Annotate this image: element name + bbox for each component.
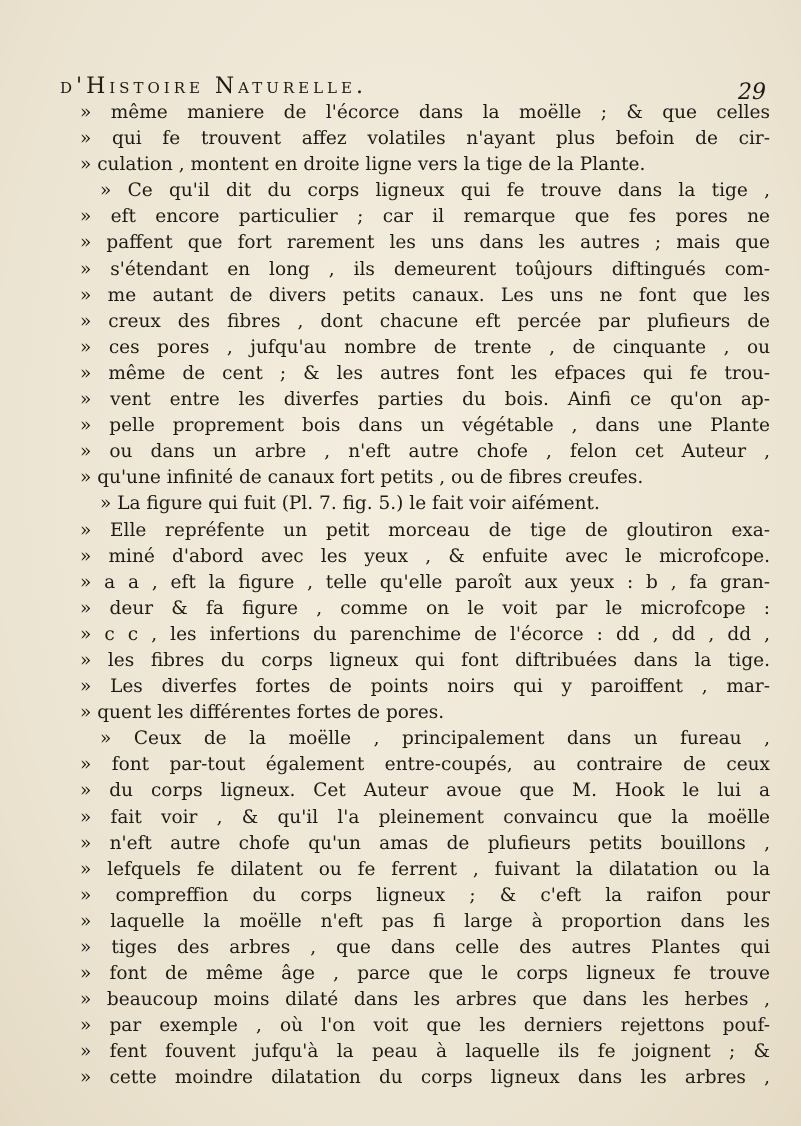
text-line: » qu'une infinité de canaux fort petits , ou de fibres creufes. — [80, 467, 644, 489]
text-line: » pelle proprement bois dans un végétable , dans une Plante — [80, 415, 770, 437]
text-line: » a a , eft la figure , telle qu'elle paroît aux yeux : b , fa gran- — [80, 571, 770, 593]
text-line: » cette moindre dilatation du corps ligneux dans les arbres , — [80, 1067, 770, 1089]
text-line: » Ce qu'il dit du corps ligneux qui fe trouve dans la tige , — [100, 180, 770, 202]
text-line: » par exemple , où l'on voit que les derniers rejettons pouf- — [80, 1015, 770, 1037]
text-line: » du corps ligneux. Cet Auteur avoue que M. Hook le lui a — [80, 780, 770, 802]
text-line: » tiges des arbres , que dans celle des autres Plantes qui — [80, 937, 770, 958]
text-line: » laquelle la moëlle n'eft pas fi large à proportion dans les — [80, 910, 770, 932]
text-line: » fait voir , & qu'il l'a pleinement convaincu que la moëlle — [80, 806, 770, 828]
text-line: » culation , montent en droite ligne vers la tige de la Plante. — [80, 154, 646, 176]
text-line: » vent entre les diverfes parties du bois. Ainfi ce qu'on ap- — [80, 389, 770, 411]
page-number: 29 — [738, 80, 766, 105]
text-line: » fent fouvent jufqu'à la peau à laquelle ils fe joignent ; & — [80, 1041, 770, 1063]
text-line: » quent les différentes fortes de pores. — [80, 702, 445, 724]
text-line: » deur & fa figure , comme on le voit par le microfcope : — [80, 597, 770, 619]
body-text — [80, 100, 770, 1092]
text-line: » eft encore particulier ; car il remarque que fes pores ne — [80, 206, 770, 228]
text-line: » beaucoup moins dilaté dans les arbres que dans les herbes , — [80, 989, 770, 1011]
text-line: » miné d'abord avec les yeux , & enfuite avec le microfcope. — [80, 545, 770, 567]
text-line: » Elle repréfente un petit morceau de tige de gloutiron exa- — [80, 519, 770, 541]
text-line: » ces pores , jufqu'au nombre de trente , de cinquante , ou — [80, 336, 770, 358]
text-line: » qui fe trouvent affez volatiles n'ayant plus befoin de cir- — [80, 128, 770, 150]
text-line: » ou dans un arbre , n'eft autre chofe , felon cet Auteur , — [80, 441, 770, 463]
text-line: » font par-tout également entre-coupés, au contraire de ceux — [80, 754, 770, 776]
text-line: » font de même âge , parce que le corps ligneux fe trouve — [80, 963, 770, 985]
text-line: » c c , les infertions du parenchime de l'écorce : dd , dd , dd , — [80, 623, 770, 645]
text-line: » paffent que fort rarement les uns dans les autres ; mais que — [80, 232, 770, 254]
text-line: » lefquels fe dilatent ou fe ferrent , fuivant la dilatation ou la — [80, 858, 770, 880]
text-line: » La figure qui fuit (Pl. 7. fig. 5.) le fait voir aifément. — [100, 493, 600, 515]
text-line: » me autant de divers petits canaux. Les uns ne font que les — [80, 284, 770, 306]
text-line: » même de cent ; & les autres font les efpaces qui fe trou- — [80, 362, 770, 384]
text-line: » même maniere de l'écorce dans la moëlle ; & que celles — [80, 102, 770, 123]
text-line: » les fibres du corps ligneux qui font diftribuées dans la tige. — [80, 649, 770, 671]
text-line: » s'étendant en long , ils demeurent toûjours diftingués com- — [80, 258, 770, 280]
running-head: d'Histoire Naturelle. — [60, 74, 367, 99]
text-line: » n'eft autre chofe qu'un amas de plufieurs petits bouillons , — [80, 832, 770, 854]
text-line: » compreffion du corps ligneux ; & c'eft la raifon pour — [80, 884, 770, 906]
text-line: » Ceux de la moëlle , principalement dans un fureau , — [100, 728, 770, 750]
text-line: » creux des fibres , dont chacune eft percée par plufieurs de — [80, 310, 770, 332]
text-line: » Les diverfes fortes de points noirs qui y paroiffent , mar- — [80, 676, 770, 698]
